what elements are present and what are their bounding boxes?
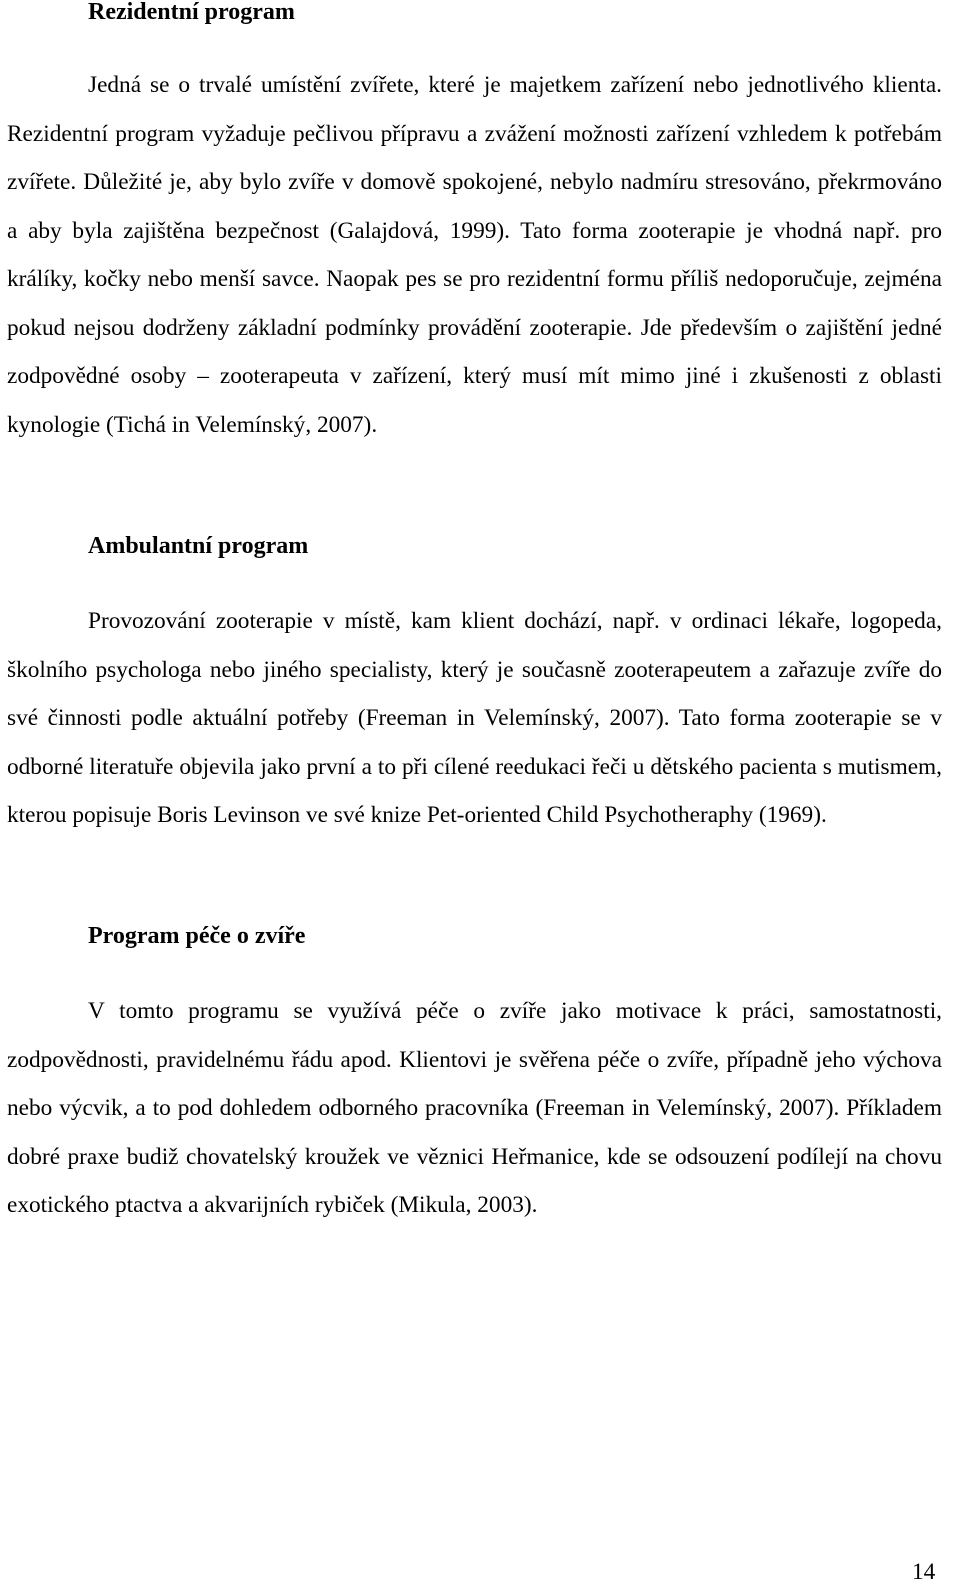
section-paragraph-resident-program bbox=[7, 61, 942, 449]
section-heading-ambulant-program: Ambulantní program bbox=[88, 533, 309, 559]
section-heading-resident-program: Rezidentní program bbox=[88, 0, 295, 25]
section-heading-animal-care-program: Program péče o zvíře bbox=[88, 923, 306, 949]
section-paragraph-animal-care-program bbox=[7, 987, 942, 1230]
section-paragraph-ambulant-program bbox=[7, 597, 942, 840]
paragraph-text: Provozování zooterapie v místě, kam klient dochází, např. v ordinaci lékaře, logopeda, školního psychologa nebo jiného specialisty, který je současně zooterapeutem a zařazuje zvíře do své činnosti podle aktuální potřeby (Freeman in Velemínský, 2007). Tato forma zooterapie se v odborné literatuře objevila jako první a to při cílené reedukaci řeči u dětského pacienta s mutismem, kterou popisuje Boris Levinson ve své knize Pet-oriented Child Psychotheraphy (1969). bbox=[7, 608, 942, 828]
paragraph-text: Jedná se o trvalé umístění zvířete, které je majetkem zařízení nebo jednotlivého klienta. Rezidentní program vyžaduje pečlivou přípravu a zvážení možnosti zařízení vzhledem k potřebám zvířete. Důležité je, aby bylo zvíře v domově spokojené, nebylo nadmíru stresováno, překrmováno a aby byla zajištěna bezpečnost (Galajdová, 1999). Tato forma zooterapie je vhodná např. pro králíky, kočky nebo menší savce. Naopak pes se pro rezidentní formu příliš nedoporučuje, zejména pokud nejsou dodrženy základní podmínky provádění zooterapie. Jde především o zajištění jedné zodpovědné osoby – zooterapeuta v zařízení, který musí mít mimo jiné i zkušenosti z oblasti kynologie (Tichá in Velemínský, 2007). bbox=[7, 72, 942, 438]
page-number: 14 bbox=[912, 1559, 936, 1585]
paragraph-text: V tomto programu se využívá péče o zvíře jako motivace k práci, samostatnosti, zodpovědnosti, pravidelnému řádu apod. Klientovi je svěřena péče o zvíře, případně jeho výchova nebo výcvik, a to pod dohledem odborného pracovníka (Freeman in Velemínský, 2007). Příkladem dobré praxe budiž chovatelský kroužek ve věznici Heřmanice, kde se odsouzení podílejí na chovu exotického ptactva a akvarijních rybiček (Mikula, 2003). bbox=[7, 998, 942, 1218]
